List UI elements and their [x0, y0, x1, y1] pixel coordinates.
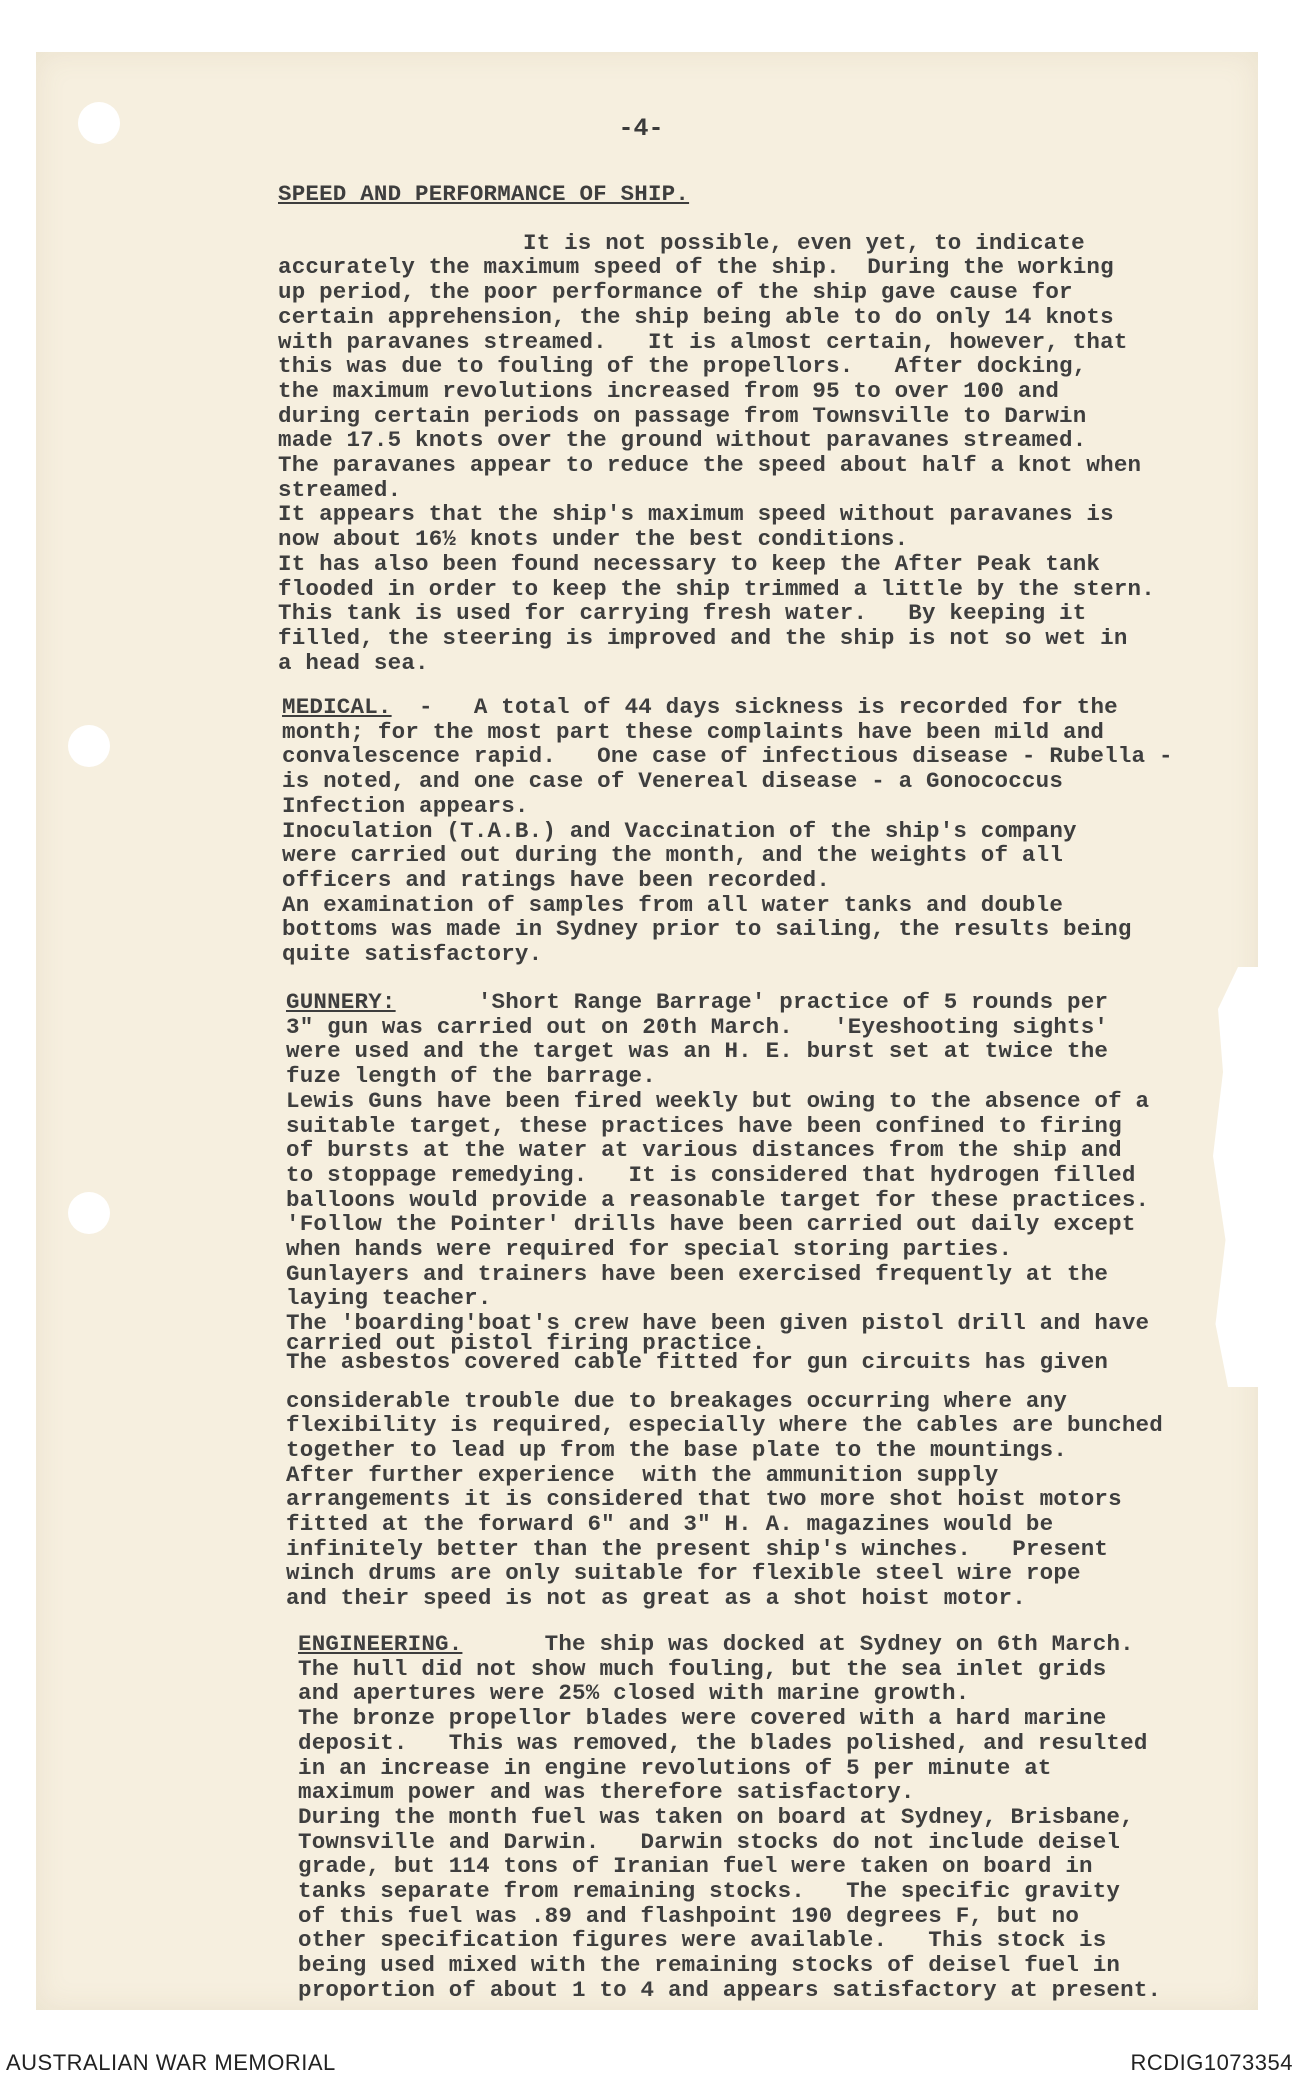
paragraph-line: 'Follow the Pointer' drills have been carried out daily except [286, 1211, 1136, 1238]
paragraph-line: were carried out during the month, and the weights of all [282, 842, 1064, 869]
paragraph-line: of bursts at the water at various distances from the ship and [286, 1137, 1122, 1164]
paragraph-line: The ship was docked at Sydney on 6th March. [544, 1631, 1134, 1657]
paragraph-line: Lewis Guns have been fired weekly but owing to the absence of a [286, 1087, 1150, 1114]
paragraph-line: quite satisfactory. [282, 941, 543, 968]
paragraph-line: accurately the maximum speed of the ship. During the working [278, 254, 1114, 281]
paragraph-line: Gunlayers and trainers have been exercised frequently at the [286, 1260, 1109, 1287]
paragraph-line: the maximum revolutions increased from 95 to over 100 and [278, 377, 1060, 404]
paragraph-line: fitted at the forward 6" and 3" H. A. magazines would be [286, 1511, 1054, 1538]
paragraph-line: winch drums are only suitable for flexible steel wire rope [286, 1560, 1081, 1587]
paragraph-line: together to lead up from the base plate to the mountings. [286, 1436, 1068, 1463]
paragraph-line: now about 16½ knots under the best conditions. [278, 526, 909, 553]
footer-right-text: RCDIG1073354 [1130, 2050, 1293, 2075]
paragraph-line: An examination of samples from all water tanks and double [282, 891, 1064, 918]
paragraph-line: It has also been found necessary to keep the After Peak tank [278, 550, 1101, 577]
section-speed [278, 182, 1218, 675]
paragraph-line: a head sea. [278, 649, 429, 676]
paragraph-line: Inoculation (T.A.B.) and Vaccination of the ship's company [282, 817, 1077, 844]
paragraph-line: this was due to fouling of the propellors. After docking, [278, 353, 1087, 380]
punch-hole-middle [68, 725, 110, 767]
paragraph-line: made 17.5 knots over the ground without paravanes streamed. [278, 427, 1087, 454]
punch-hole-top [78, 102, 120, 144]
paragraph-line: and their speed is not as great as a shot hoist motor. [286, 1585, 1026, 1612]
paragraph-line: bottoms was made in Sydney prior to sailing, the results being [282, 916, 1132, 943]
paragraph-line: to stoppage remedying. It is considered that hydrogen filled [286, 1161, 1136, 1188]
paragraph-line: suitable target, these practices have been confined to firing [286, 1112, 1122, 1139]
section-engineering [298, 1632, 1238, 2003]
paragraph-line: fuze length of the barrage. [286, 1063, 656, 1090]
paragraph-line: 'Short Range Barrage' practice of 5 rounds per [477, 989, 1109, 1015]
paragraph-line: The 'boarding'boat's crew have been given pistol drill and have [286, 1310, 1150, 1337]
paragraph-line: arrangements it is considered that two more shot hoist motors [286, 1486, 1122, 1513]
paragraph-line: flexibility is required, especially where the cables are bunched [286, 1412, 1163, 1439]
paragraph-line: A total of 44 days sickness is recorded for the [473, 694, 1118, 720]
paragraph-line: is noted, and one case of Venereal disease - a Gonococcus [282, 768, 1064, 795]
section-medical: MEDICAL. - A total of 44 days sickness is recorded for the month; for the most part these complaints have been mild and convalescence rapid. One case of infectious disease - Rubella - is noted, and one case of Venereal disease - a Gonococcus Infection appears. Inoculation (T.A.B.) and Vaccination of the ship's company were carried out during the month, and the weights of all officers and ratings have been recorded. An examination of samples from all water tanks and double bottoms was made in Sydney prior to sailing, the results being quite satisfactory. [282, 695, 1222, 967]
footer-left-text: AUSTRALIAN WAR MEMORIAL [6, 2050, 336, 2075]
paragraph-line: deposit. This was removed, the blades polished, and resulted [298, 1729, 1148, 1756]
paragraph-line: maximum power and was therefore satisfactory. [298, 1779, 915, 1806]
paragraph-line: carried out pistol firing practice. [286, 1329, 766, 1356]
paragraph-line: During the month fuel was taken on board at Sydney, Brisbane, [298, 1803, 1134, 1830]
paragraph-line: The hull did not show much fouling, but the sea inlet grids [298, 1655, 1107, 1682]
paragraph-line: considerable trouble due to breakages occurring where any [286, 1387, 1068, 1414]
paragraph-line: 3" gun was carried out on 20th March. 'Eyeshooting sights' [286, 1013, 1109, 1040]
paragraph-line: The asbestos covered cable fitted for gun circuits has given [286, 1348, 1109, 1375]
paragraph-line: The paravanes appear to reduce the speed about half a knot when [278, 452, 1142, 479]
section-heading: SPEED AND PERFORMANCE OF SHIP. [278, 181, 690, 207]
section-heading: ENGINEERING. [298, 1631, 463, 1657]
paragraph-line: It appears that the ship's maximum speed without paravanes is [278, 501, 1114, 528]
paragraph-line: certain apprehension, the ship being able to do only 14 knots [278, 303, 1114, 330]
paragraph-line: of this fuel was .89 and flashpoint 190 degrees F, but no [298, 1902, 1080, 1929]
paragraph-line: streamed. [278, 476, 402, 503]
page-number: -4- [618, 114, 664, 143]
document-page [36, 52, 1258, 2010]
paragraph-line: being used mixed with the remaining stocks of deisel fuel in [298, 1952, 1121, 1979]
paragraph-line: and apertures were 25% closed with marine growth. [298, 1680, 970, 1707]
paragraph-line: Infection appears. [282, 792, 529, 819]
paragraph-line: filled, the steering is improved and the ship is not so wet in [278, 624, 1128, 651]
paragraph-line: The bronze propellor blades were covered with a hard marine [298, 1705, 1107, 1732]
paragraph-line: tanks separate from remaining stocks. The specific gravity [298, 1878, 1121, 1905]
paragraph-line: in an increase in engine revolutions of 5 per minute at [298, 1754, 1052, 1781]
paragraph-line: grade, but 114 tons of Iranian fuel were taken on board in [298, 1853, 1093, 1880]
punch-hole-bottom [68, 1192, 110, 1234]
paragraph-line: Townsville and Darwin. Darwin stocks do not include deisel [298, 1828, 1121, 1855]
paragraph-line: when hands were required for special storing parties. [286, 1236, 1013, 1263]
paragraph-line: laying teacher. [286, 1285, 492, 1312]
paragraph-line: infinitely better than the present ship's winches. Present [286, 1535, 1109, 1562]
paragraph-line: After further experience with the ammunition supply [286, 1461, 999, 1488]
paragraph-line: were used and the target was an H. E. burst set at twice the [286, 1038, 1109, 1065]
paragraph-line: month; for the most part these complaints have been mild and [282, 718, 1105, 745]
paragraph-line: up period, the poor performance of the ship gave cause for [278, 279, 1073, 306]
paragraph-line: with paravanes streamed. It is almost certain, however, that [278, 328, 1128, 355]
paragraph-line: proportion of about 1 to 4 and appears satisfactory at present. [298, 1976, 1162, 2003]
paragraph-line: This tank is used for carrying fresh water. By keeping it [278, 600, 1087, 627]
paragraph-line: balloons would provide a reasonable target for these practices. [286, 1186, 1150, 1213]
section-heading: MEDICAL. [282, 694, 392, 720]
paragraph-line: flooded in order to keep the ship trimmed a little by the stern. [278, 575, 1155, 602]
paragraph-line: officers and ratings have been recorded. [282, 866, 831, 893]
paragraph-line: convalescence rapid. One case of infectious disease - Rubella - [282, 743, 1173, 770]
paragraph-line: It is not possible, even yet, to indicate [523, 229, 1085, 256]
paragraph-line: during certain periods on passage from Townsville to Darwin [278, 402, 1087, 429]
paragraph-line: other specification figures were available. This stock is [298, 1927, 1107, 1954]
section-gunnery [286, 990, 1226, 1611]
section-heading: GUNNERY: [286, 989, 396, 1015]
